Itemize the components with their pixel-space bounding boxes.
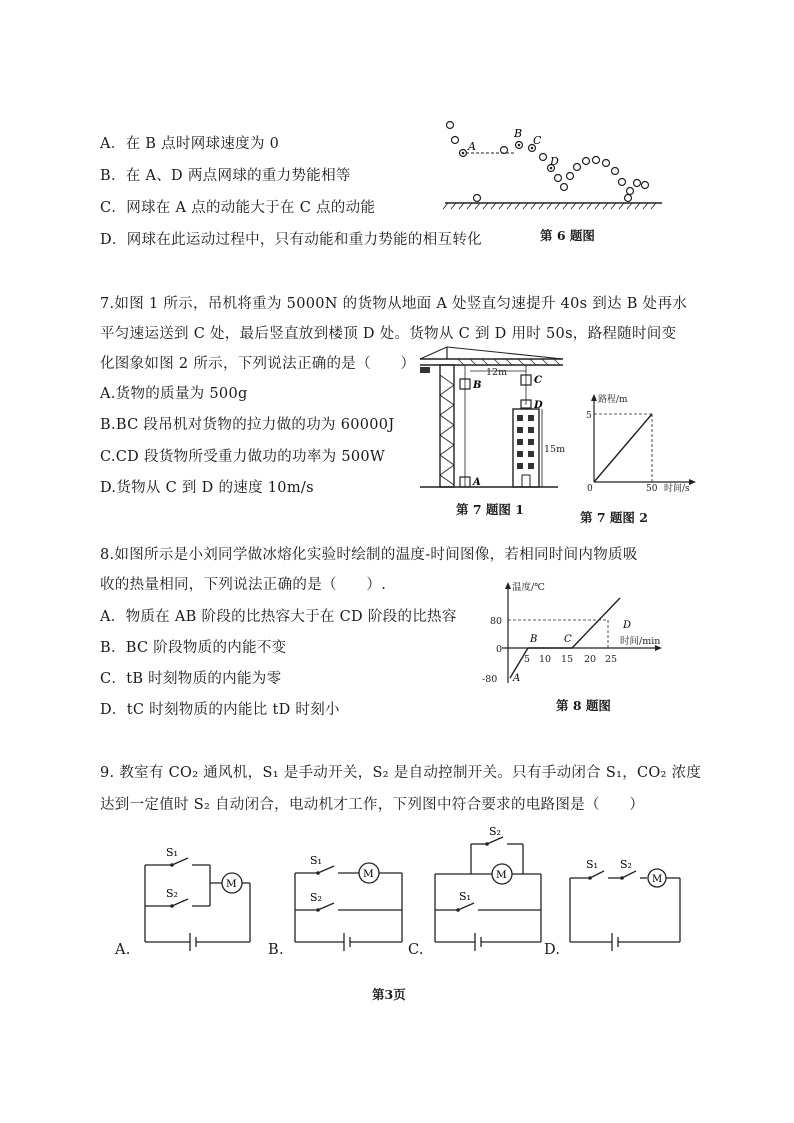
q9-c-motor: M <box>496 869 507 881</box>
q6-option-d: D．网球在此运动过程中，只有动能和重力势能的相互转化 <box>100 232 482 248</box>
q9-b-motor: M <box>363 868 374 880</box>
q8-temperature-time-graph <box>480 578 665 688</box>
q7-graph-origin: 0 <box>587 484 593 494</box>
q8-graph-label-a: A <box>513 673 521 684</box>
q7-option-a: A.货物的质量为 500g <box>100 386 248 402</box>
q8-graph-label-b: B <box>530 634 538 645</box>
q7-figure1-caption: 第 7 题图 1 <box>456 502 524 517</box>
q7-crane-figure <box>418 345 568 495</box>
page-number: 第3页 <box>372 987 406 1002</box>
q8-graph-xlabel: 时间/min <box>620 636 661 647</box>
q8-graph-x20: 20 <box>584 654 597 665</box>
q9-d-s2: S₂ <box>620 858 632 871</box>
q8-option-a: A．物质在 AB 阶段的比热容大于在 CD 阶段的比热容 <box>100 609 457 625</box>
q7-figure2-caption: 第 7 题图 2 <box>580 510 648 525</box>
q8-graph-yneg80: -80 <box>482 674 498 685</box>
q8-stem-line-1: 8.如图所示是小刘同学做冰熔化实验时绘制的温度-时间图像，若相同时间内物质吸 <box>100 547 638 563</box>
q9-circuit-a <box>120 840 270 955</box>
q7-option-d: D.货物从 C 到 D 的速度 10m/s <box>100 480 314 496</box>
q9-circuit-d <box>560 840 710 955</box>
q9-b-s1: S₁ <box>310 854 322 867</box>
q9-circuit-b <box>280 840 430 955</box>
q6-option-a: A．在 B 点时网球速度为 0 <box>100 136 280 152</box>
q9-a-s1: S₁ <box>166 846 178 859</box>
q8-graph-x10: 10 <box>539 654 552 665</box>
q8-graph-x5: 5 <box>524 654 531 665</box>
q7-dist-label: 12m <box>486 367 508 378</box>
q9-circuit-c <box>423 822 573 947</box>
q9-a-motor: M <box>226 878 237 890</box>
q8-option-b: B．BC 阶段物质的内能不变 <box>100 640 287 656</box>
q8-graph-y0: 0 <box>496 644 503 655</box>
q9-c-s2: S₂ <box>489 825 501 838</box>
q7-graph-xlabel: 时间/s <box>664 484 690 494</box>
q9-a-s2: S₂ <box>166 887 178 900</box>
q7-option-c: C.CD 段货物所受重力做功的功率为 500W <box>100 449 386 465</box>
q9-d-motor: M <box>652 874 663 885</box>
q6-label-b: B <box>514 127 523 140</box>
q7-height-label: 15m <box>544 444 566 455</box>
q8-option-d: D．tC 时刻物质的内能比 tD 时刻小 <box>100 702 340 718</box>
q6-tennis-ball-figure <box>440 110 670 210</box>
q7-option-b: B.BC 段吊机对货物的拉力做的功为 60000J <box>100 417 395 433</box>
q7-label-d: D <box>534 400 543 411</box>
q8-option-c: C．tB 时刻物质的内能为零 <box>100 671 282 687</box>
q8-stem-line-2: 收的热量相同，下列说法正确的是（ ）. <box>100 577 387 593</box>
q8-figure-caption: 第 8 题图 <box>556 698 611 713</box>
q9-choice-b: B. <box>268 942 284 958</box>
q9-choice-d: D. <box>544 942 561 958</box>
q7-graph-x50: 50 <box>646 484 658 494</box>
q8-graph-label-d: D <box>623 620 632 631</box>
q9-d-s1: S₁ <box>586 858 598 871</box>
q7-distance-time-graph <box>582 392 707 492</box>
q7-stem-line-1: 7.如图 1 所示，吊机将重为 5000N 的货物从地面 A 处竖直匀速提升 40s 到达 B 处再水 <box>100 296 688 312</box>
q6-figure-caption: 第 6 题图 <box>540 228 595 243</box>
q6-option-c: C．网球在 A 点的动能大于在 C 点的动能 <box>100 200 376 216</box>
q8-graph-ylabel: 温度/℃ <box>512 582 545 593</box>
q8-graph-x15: 15 <box>561 654 574 665</box>
q9-stem-line-2: 达到一定值时 S₂ 自动闭合，电动机才工作，下列图中符合要求的电路图是（ ） <box>100 797 645 813</box>
q9-stem-line-1: 9. 教室有 CO₂ 通风机，S₁ 是手动开关，S₂ 是自动控制开关。只有手动闭合 S₁，CO₂ 浓度 <box>100 765 702 781</box>
q6-label-c: C <box>533 134 542 147</box>
q7-label-c: C <box>534 375 542 386</box>
q9-c-s1: S₁ <box>459 890 471 903</box>
q7-label-b: B <box>473 380 482 391</box>
q9-b-s2: S₂ <box>310 891 322 904</box>
q8-graph-y80: 80 <box>490 616 503 627</box>
q7-graph-y5: 5 <box>586 411 592 421</box>
q9-choice-a: A. <box>115 942 131 958</box>
q6-label-a: A <box>468 140 476 153</box>
q6-label-d: D <box>550 155 559 168</box>
q7-stem-line-3: 化图象如图 2 所示，下列说法正确的是（ ） <box>100 356 416 372</box>
q9-choice-c: C. <box>408 942 424 958</box>
q7-stem-line-2: 平匀速运送到 C 处，最后竖直放到楼顶 D 处。货物从 C 到 D 用时 50s，路程随时间变 <box>100 326 677 342</box>
q8-graph-label-c: C <box>564 634 572 645</box>
q7-label-a: A <box>473 477 481 488</box>
q6-option-b: B．在 A、D 两点网球的重力势能相等 <box>100 168 351 184</box>
q8-graph-x25: 25 <box>605 654 618 665</box>
q7-graph-ylabel: 路程/m <box>598 395 628 405</box>
